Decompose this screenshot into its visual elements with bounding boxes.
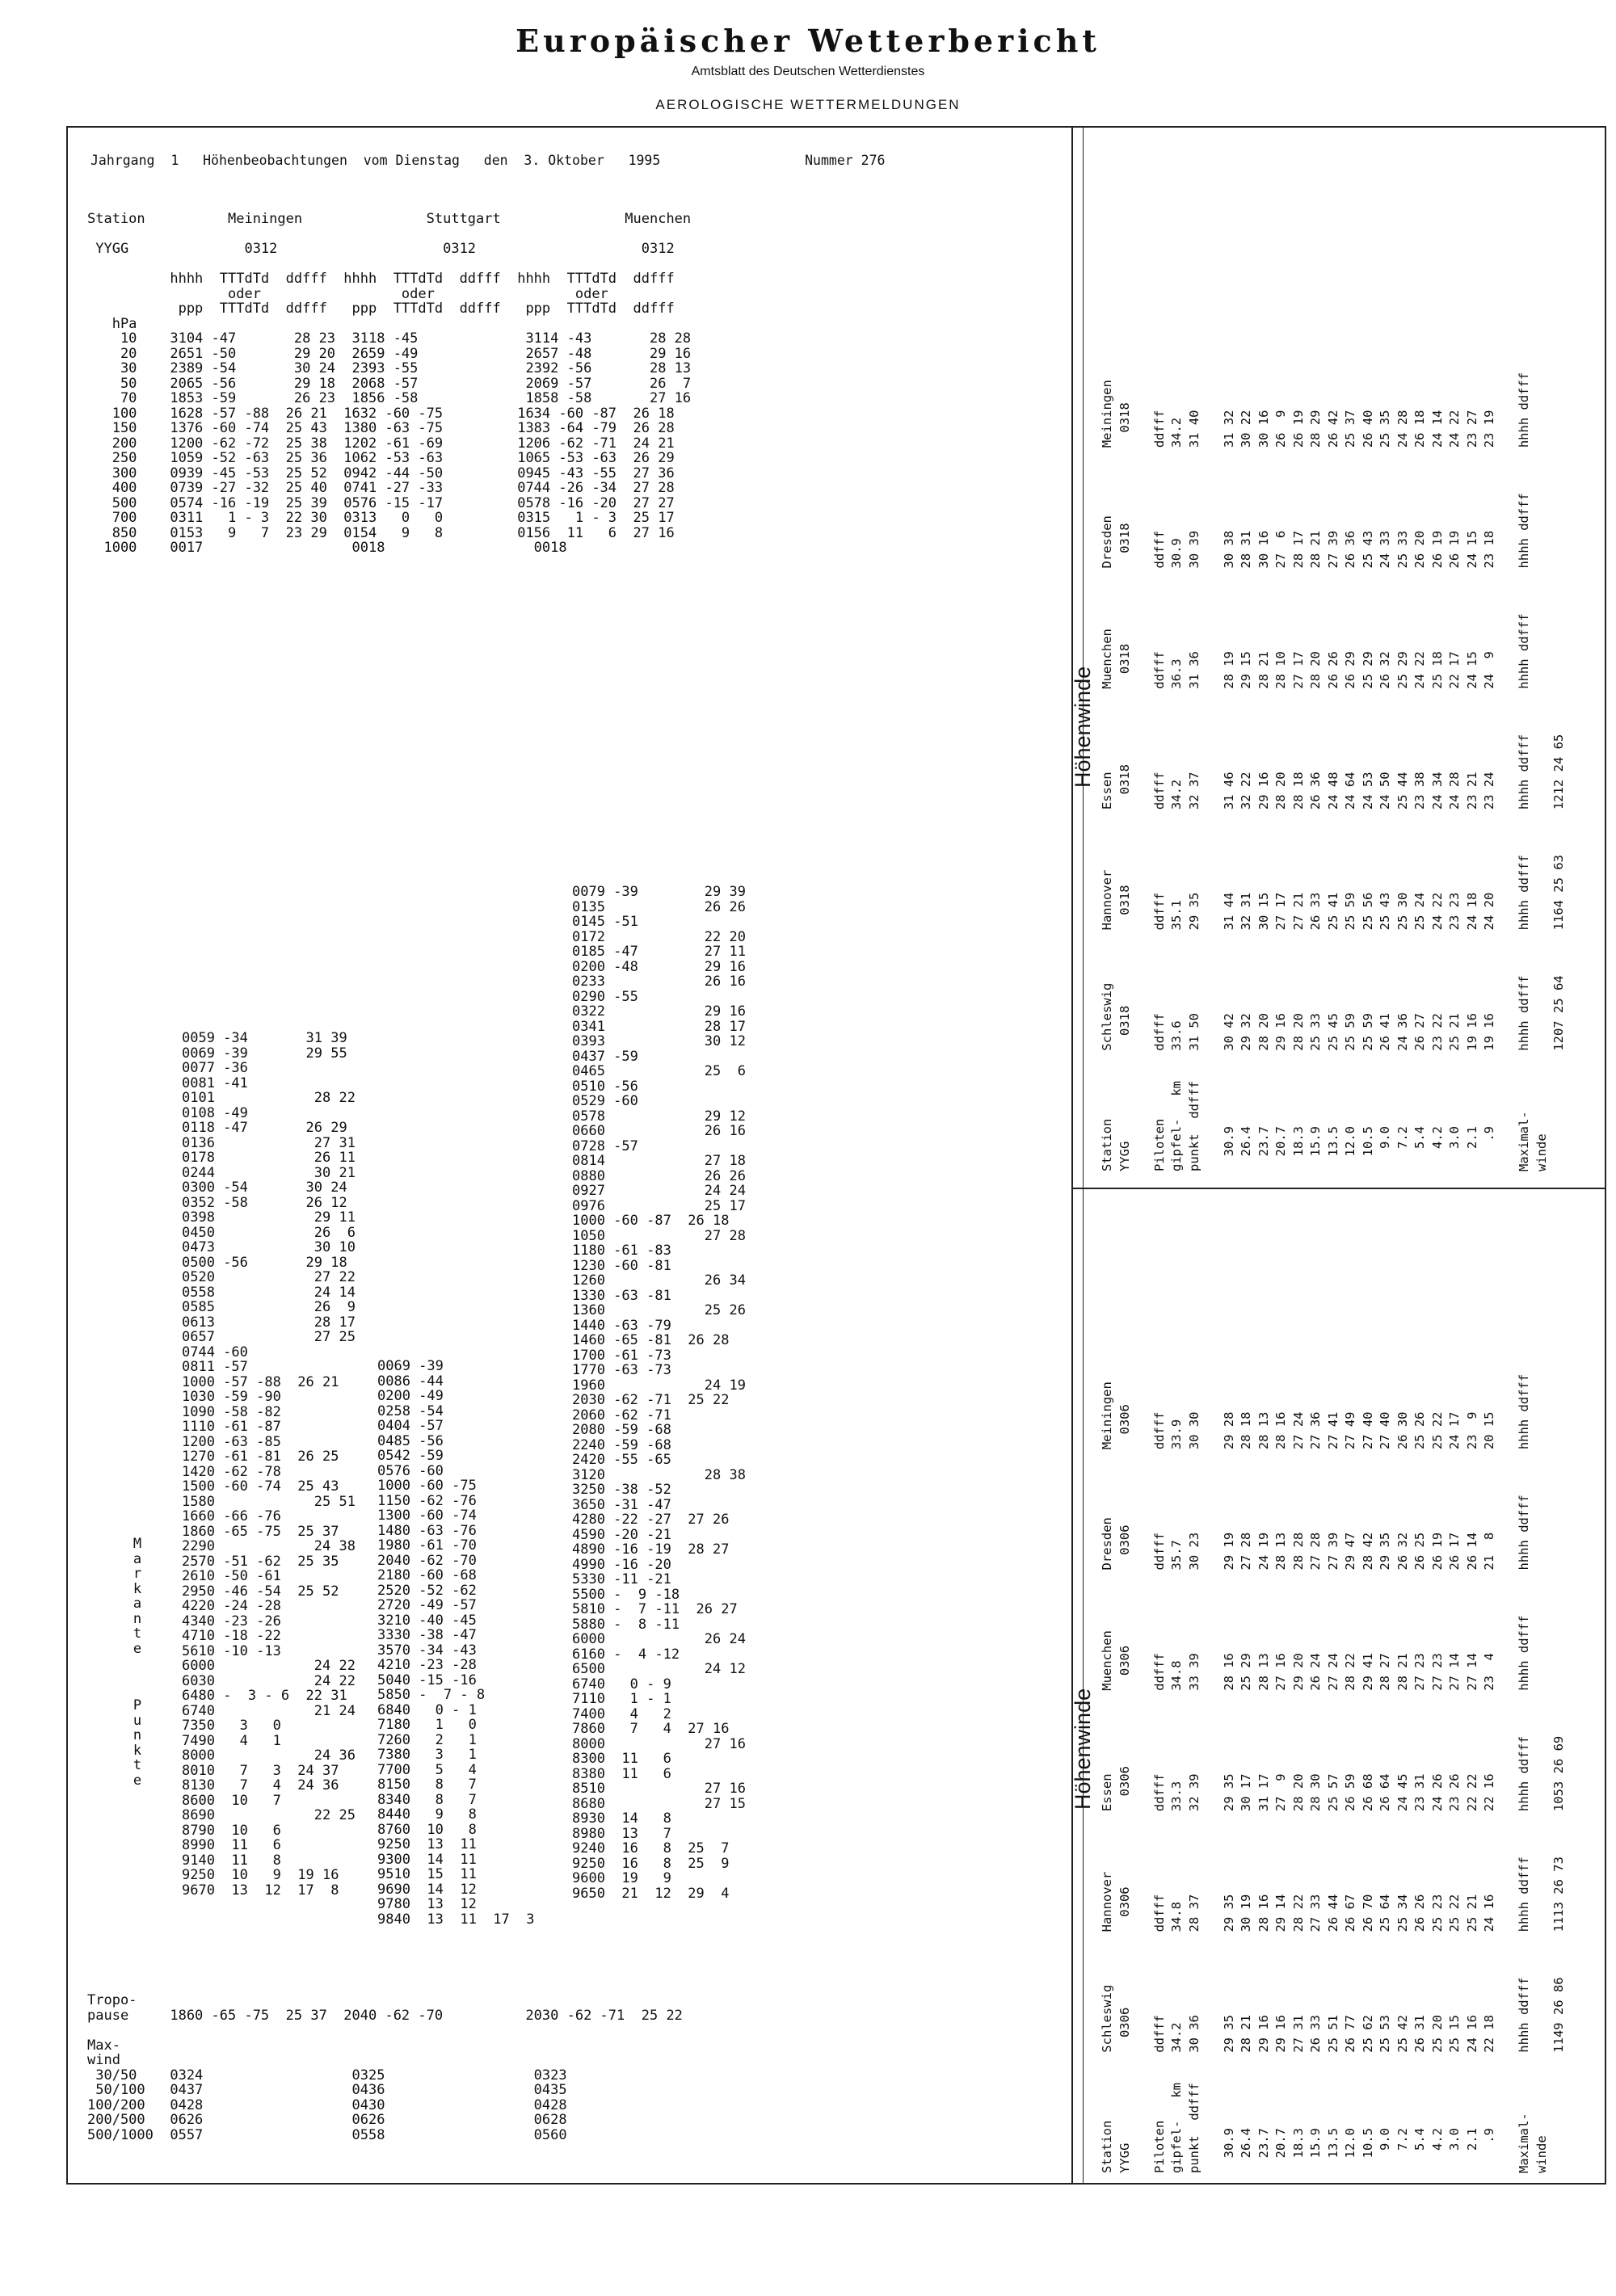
page-subtitle: Amtsblatt des Deutschen Wetterdienstes	[691, 65, 925, 78]
hoehenwinde-0306-table: Station Schleswig Hannover Essen Muenchen Dresden Meiningen YYGG 0306 0306 0306 0306 0306 0306 Piloten ddfff ddfff ddfff ddfff ddfff ddfff gipfel- km 34.2 34.8 33.3 34.8 35.7 33.9 punkt ddfff 30 36 28 37 32 39 33 39 30 23 30 30 30.9 29 35 29 35 29 35 28 16 29 19 29 28 26.4 28 21 30 19 30 17 25 29 27 28 28 18 23.7 29 16 28 16 31 17 28 13 24 19 28 13 20.7 29 16 29 14 27 9 27 16 28 13 28 16 18.3 27 31 28 22 28 20 29 20 28 28 27 24 15.9 26 33 27 33 28 30 26 24 27 28 27 36 13.5 25 51 26 44 25 57 27 24 27 39 27 41 12.0 26 77 26 67 26 59 28 22 29 47 27 49 10.5 25 62 26 70 26 68 29 41 28 42 27 40 9.0 25 53 25 64 26 64 28 27 29 35 27 40 7.2 25 42 25 34 24 45 28 21 26 32 26 30 5.4 26 31 26 26 23 31 27 23 26 25 25 26 4.2 25 20 25 23 24 26 27 23 26 19 25 22 3.0 25 15 25 22 23 26 27 14 26 17 24 17 2.1 24 16 25 21 22 22 27 14 26 14 23 9 .9 22 18 24 16 22 16 23 4 21 8 20 15 Maximal- hhhh ddfff hhhh ddfff hhhh ddfff hhhh ddfff hhhh ddfff hhhh ddfff winde 1149 26 86 1113 26 73 1053 26 69	[1100, 1373, 1566, 2173]
hoehenwinde-0318-table: Station Schleswig Hannover Essen Muenchen Dresden Meiningen YYGG 0318 0318 0318 0318 0318 0318 Piloten ddfff ddfff ddfff ddfff ddfff ddfff gipfel- km 33.6 35.1 34.2 36.3 30.9 34.2 punkt ddfff 31 50 29 35 32 37 31 36 30 39 31 40 30.9 30 42 31 44 31 46 28 19 30 38 31 32 26.4 29 32 32 31 32 22 29 15 28 31 30 22 23.7 28 20 30 15 29 16 28 21 30 16 30 16 20.7 29 16 27 17 28 20 28 10 27 6 26 9 18.3 28 20 27 21 28 18 27 17 28 17 26 19 15.9 25 33 26 33 26 36 28 20 28 21 28 29 13.5 25 45 25 41 24 48 26 26 27 39 26 42 12.0 25 59 25 59 24 64 26 29 26 36 25 37 10.5 25 59 25 56 24 53 25 29 25 43 26 40 9.0 26 41 25 43 24 50 26 32 24 33 25 35 7.2 24 36 25 30 25 44 25 29 25 33 24 28 5.4 26 27 25 24 23 38 24 22 26 20 26 18 4.2 23 22 24 22 24 34 25 18 26 19 24 14 3.0 25 21 23 23 24 28 22 17 26 19 24 22 2.1 19 16 24 18 23 21 24 15 24 15 23 27 .9 19 16 24 20 23 24 24 9 23 18 23 19 Maximal- hhhh ddfff hhhh ddfff hhhh ddfff hhhh ddfff hhhh ddfff hhhh ddfff winde 1207 25 64 1164 25 63 1212 24 65	[1100, 372, 1566, 1171]
column-divider	[1071, 126, 1073, 2185]
panel-divider	[1071, 1188, 1606, 1189]
stuttgart-significant-points: 0069 -39 0086 -44 0200 -49 0258 -54 0404 -57 0485 -56 0542 -59 0576 -60 1000 -60 -75 1150 -62 -76 1300 -60 -74 1480 -63 -76 1980 -61 -70 2040 -62 -70 2180 -60 -68 2520 -52 -62 2720 -49 -57 3210 -40 -45 3330 -38 -47 3570 -34 -43 4210 -23 -28 5040 -15 -16 5850 - 7 - 8 6840 0 - 1 7180 1 0 7260 2 1 7380 3 1 7700 5 4 8150 8 7 8340 8 7 8440 9 8 8760 10 8 9250 13 11 9300 14 11 9510 15 11 9690 14 12 9780 13 12 9840 13 11 17 3	[377, 1358, 535, 1928]
punkte-vertical-label: P u n k t e	[133, 1697, 142, 1789]
tropopause-maxwind-table: Tropo- pause 1860 -65 -75 25 37 2040 -62 -70 2030 -62 -71 25 22 Max- wind 30/50 0324 0325 0323 50/100 0437 0436 0435 100/200 0428 0430 0428 200/500 0626 0626 0628 500/1000 0557 0558 0560	[87, 1992, 683, 2143]
meiningen-significant-points: 0059 -34 31 39 0069 -39 29 55 0077 -36 0081 -41 0101 28 22 0108 -49 0118 -47 26 29 0136 27 31 0178 26 11 0244 30 21 0300 -54 30 24 0352 -58 26 12 0398 29 11 0450 26 6 0473 30 10 0500 -56 29 18 0520 27 22 0558 24 14 0585 26 9 0613 28 17 0657 27 25 0744 -60 0811 -57 1000 -57 -88 26 21 1030 -59 -90 1090 -58 -82 1110 -61 -87 1200 -63 -85 1270 -61 -81 26 25 1420 -62 -78 1500 -60 -74 25 43 1580 25 51 1660 -66 -76 1860 -65 -75 25 37 2290 24 38 2570 -51 -62 25 35 2610 -50 -61 2950 -46 -54 25 52 4220 -24 -28 4340 -23 -26 4710 -18 -22 5610 -10 -13 6000 24 22 6030 24 22 6480 - 3 - 6 22 31 6740 21 24 7350 3 0 7490 4 1 8000 24 36 8010 7 3 24 37 8130 7 4 24 36 8600 10 7 8690 22 25 8790 10 6 8990 11 6 9140 11 8 9250 10 9 19 16 9670 13 12 17 8	[182, 1030, 356, 1899]
hoehenwinde-label-bottom: Höhenwinde	[1071, 1688, 1095, 1810]
info-line: Jahrgang 1 Höhenbeobachtungen vom Dienstag den 3. Oktober 1995 Nummer 276	[90, 153, 886, 168]
page-title: Europäischer Wetterbericht	[516, 23, 1100, 59]
muenchen-significant-points: 0079 -39 29 39 0135 26 26 0145 -51 0172 22 20 0185 -47 27 11 0200 -48 29 16 0233 26 16 0290 -55 0322 29 16 0341 28 17 0393 30 12 0437 -59 0465 25 6 0510 -56 0529 -60 0578 29 12 0660 26 16 0728 -57 0814 27 18 0880 26 26 0927 24 24 0976 25 17 1000 -60 -87 26 18 1050 27 28 1180 -61 -83 1230 -60 -81 1260 26 34 1330 -63 -81 1360 25 26 1440 -63 -79 1460 -65 -81 26 28 1700 -61 -73 1770 -63 -73 1960 24 19 2030 -62 -71 25 22 2060 -62 -71 2080 -59 -68 2240 -59 -68 2420 -55 -65 3120 28 38 3250 -38 -52 3650 -31 -47 4280 -22 -27 27 26 4590 -20 -21 4890 -16 -19 28 27 4990 -16 -20 5330 -11 -21 5500 - 9 -18 5810 - 7 -11 26 27 5880 - 8 -11 6000 26 24 6160 - 4 -12 6500 24 12 6740 0 - 9 7110 1 - 1 7400 4 2 7860 7 4 27 16 8000 27 16 8300 11 6 8380 11 6 8510 27 16 8680 27 15 8930 14 8 8980 13 7 9240 16 8 25 7 9250 16 8 25 9 9600 19 9 9650 21 12 29 4	[572, 884, 746, 1902]
column-divider-inner	[1083, 126, 1084, 2185]
markante-vertical-label: M a r k a n t e	[133, 1536, 142, 1657]
hoehenwinde-label-top: Höhenwinde	[1071, 666, 1095, 788]
section-heading: AEROLOGISCHE WETTERMELDUNGEN	[655, 97, 961, 112]
standard-levels-table: Station Meiningen Stuttgart Muenchen YYGG 0312 0312 0312 hhhh TTTdTd ddfff hhhh TTTdTd ddfff hhhh TTTdTd ddfff oder oder oder ppp TTTdTd ddfff ppp TTTdTd ddfff ppp TTTdTd ddfff hPa 10 3104 -47 28 23 3118 -45 3114 -43 28 28 20 2651 -50 29 20 2659 -49 2657 -48 29 16 30 2389 -54 30 24 2393 -55 2392 -56 28 13 50 2065 -56 29 18 2068 -57 2069 -57 26 7 70 1853 -59 26 23 1856 -58 1858 -58 27 16 100 1628 -57 -88 26 21 1632 -60 -75 1634 -60 -87 26 18 150 1376 -60 -74 25 43 1380 -63 -75 1383 -64 -79 26 28 200 1200 -62 -72 25 38 1202 -61 -69 1206 -62 -71 24 21 250 1059 -52 -63 25 36 1062 -53 -63 1065 -53 -63 26 29 300 0939 -45 -53 25 52 0942 -44 -50 0945 -43 -55 27 36 400 0739 -27 -32 25 40 0741 -27 -33 0744 -26 -34 27 28 500 0574 -16 -19 25 39 0576 -15 -17 0578 -16 -20 27 27 700 0311 1 - 3 22 30 0313 0 0 0315 1 - 3 25 17 850 0153 9 7 23 29 0154 9 8 0156 11 6 27 16 1000 0017 0018 0018	[87, 211, 692, 556]
